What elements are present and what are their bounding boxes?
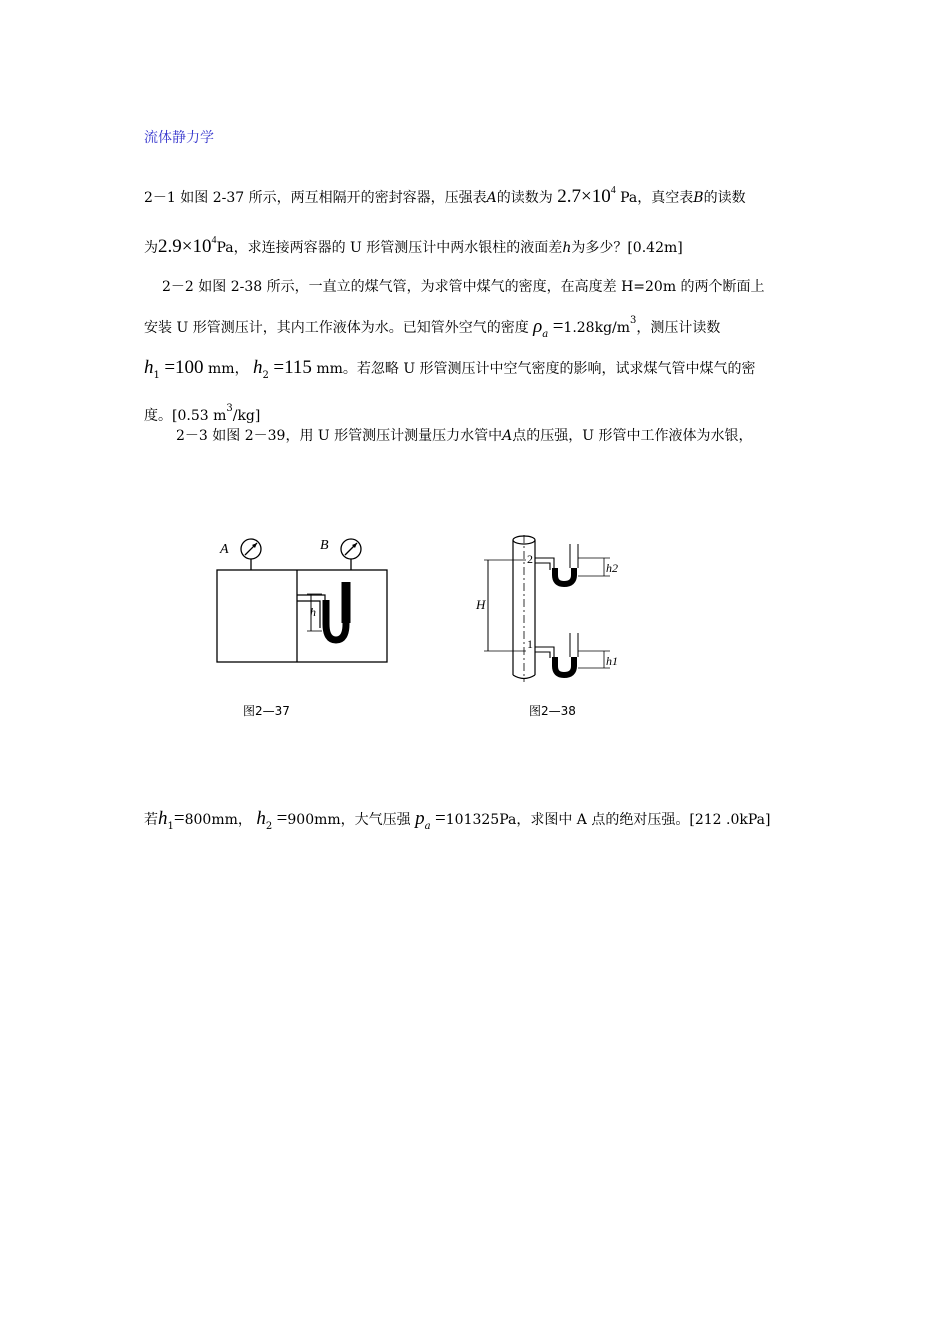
problem-2-1-line-2 [144,231,683,258]
label-b: B [320,538,329,553]
pressure-value: 101325Pa [445,812,517,828]
problem-2-2-line-3: $h_1 =100$ mm， $h_2 =115$ mm。若忽略 U 形管测压计中空气密度的影响，试求煤气管中煤气的密 [144,357,756,381]
formula-pressure-b: $2.9\times 10^4$ [158,235,217,257]
label-1: 1 [527,637,533,651]
formula-pressure-a: $2.7\times 10^4$ [557,185,616,207]
text: ，真空表 [637,190,694,206]
problem-number: 2－1 [144,190,176,206]
text: 安装 U 形管测压计，其内工作液体为水。已知管外空气的密度 [144,320,529,336]
problem-2-1-line-1 [144,181,746,208]
vacuum-gauge-icon [341,539,361,570]
problem-2-3-line-2: 若$h_1=800mm$， $h_2 =900mm$，大气压强 $p_a =101325Pa$，求图中 A 点的绝对压强。[212 .0kPa] [144,808,771,832]
label-a: A [486,190,497,206]
problem-2-2-line-4: 度。[0.53 $m^3/kg$] [144,403,261,424]
label-h: h [562,240,572,256]
text: ，测压计读数 [636,320,721,336]
h2-value: 900mm [287,812,341,828]
figure-2-37 [210,528,400,723]
problem-2-2-line-2: 安装 U 形管测压计，其内工作液体为水。已知管外空气的密度 $\rho_a =1.28kg/m^3$，测压计读数 [144,315,721,340]
text: 如图 2－39，用 U 形管测压计测量压力水管中 [212,428,503,444]
figure-2-38 [470,530,640,690]
rho-value: 1.28kg/m [563,320,631,336]
figure-caption-2-37: 图2—37 [243,704,290,718]
text: Pa，求连接两容器的 U 形管测压计中两水银柱的液面差 [216,240,563,256]
text: 如图 2-37 所示，两互相隔开的密封容器，压强表 [180,190,487,206]
label-a: A [220,542,229,557]
text: mm。若忽略 U 形管测压计中空气密度的影响，试求煤气管中煤气的密 [316,361,756,377]
text: 点的压强，U 形管中工作液体为水银， [512,428,753,444]
equals: = [552,316,564,337]
h-symbol: h [253,357,263,378]
rho-symbol: ρ [533,316,543,337]
label-h2: h2 [606,561,618,575]
h-symbol: h [144,357,154,378]
label-b: B [693,190,704,206]
section-title: 流体静力学 [144,130,214,146]
problem-number: 2－2 [162,279,194,295]
label-h1: h1 [606,654,618,668]
text: 为 [144,240,158,256]
h1-value: 100 [175,357,204,378]
label-h: h [310,605,316,619]
text: 的读数 [703,190,746,206]
label-2: 2 [527,552,533,566]
problem-2-2-line-1 [162,277,765,297]
text: 的读数为 [496,190,553,206]
containers [217,570,387,662]
figure-caption-2-38: 图2—38 [529,704,576,718]
text: 如图 2-38 所示，一直立的煤气管，为求管中煤气的密度，在高度差 H=20m 的两个断面上 [198,279,765,295]
h2-value: 115 [284,357,312,378]
text: 为多少？[0.42m] [571,240,683,256]
problem-2-3-line-1: 2－3 如图 2－39，用 U 形管测压计测量压力水管中A点的压强，U 形管中工作液体为水银， [176,428,753,444]
label-h-height: H [476,597,486,612]
h1-value: 800mm [184,812,238,828]
pressure-gauge-icon [241,539,261,570]
unit: Pa [620,190,638,206]
problem-number: 2－3 [176,428,208,444]
